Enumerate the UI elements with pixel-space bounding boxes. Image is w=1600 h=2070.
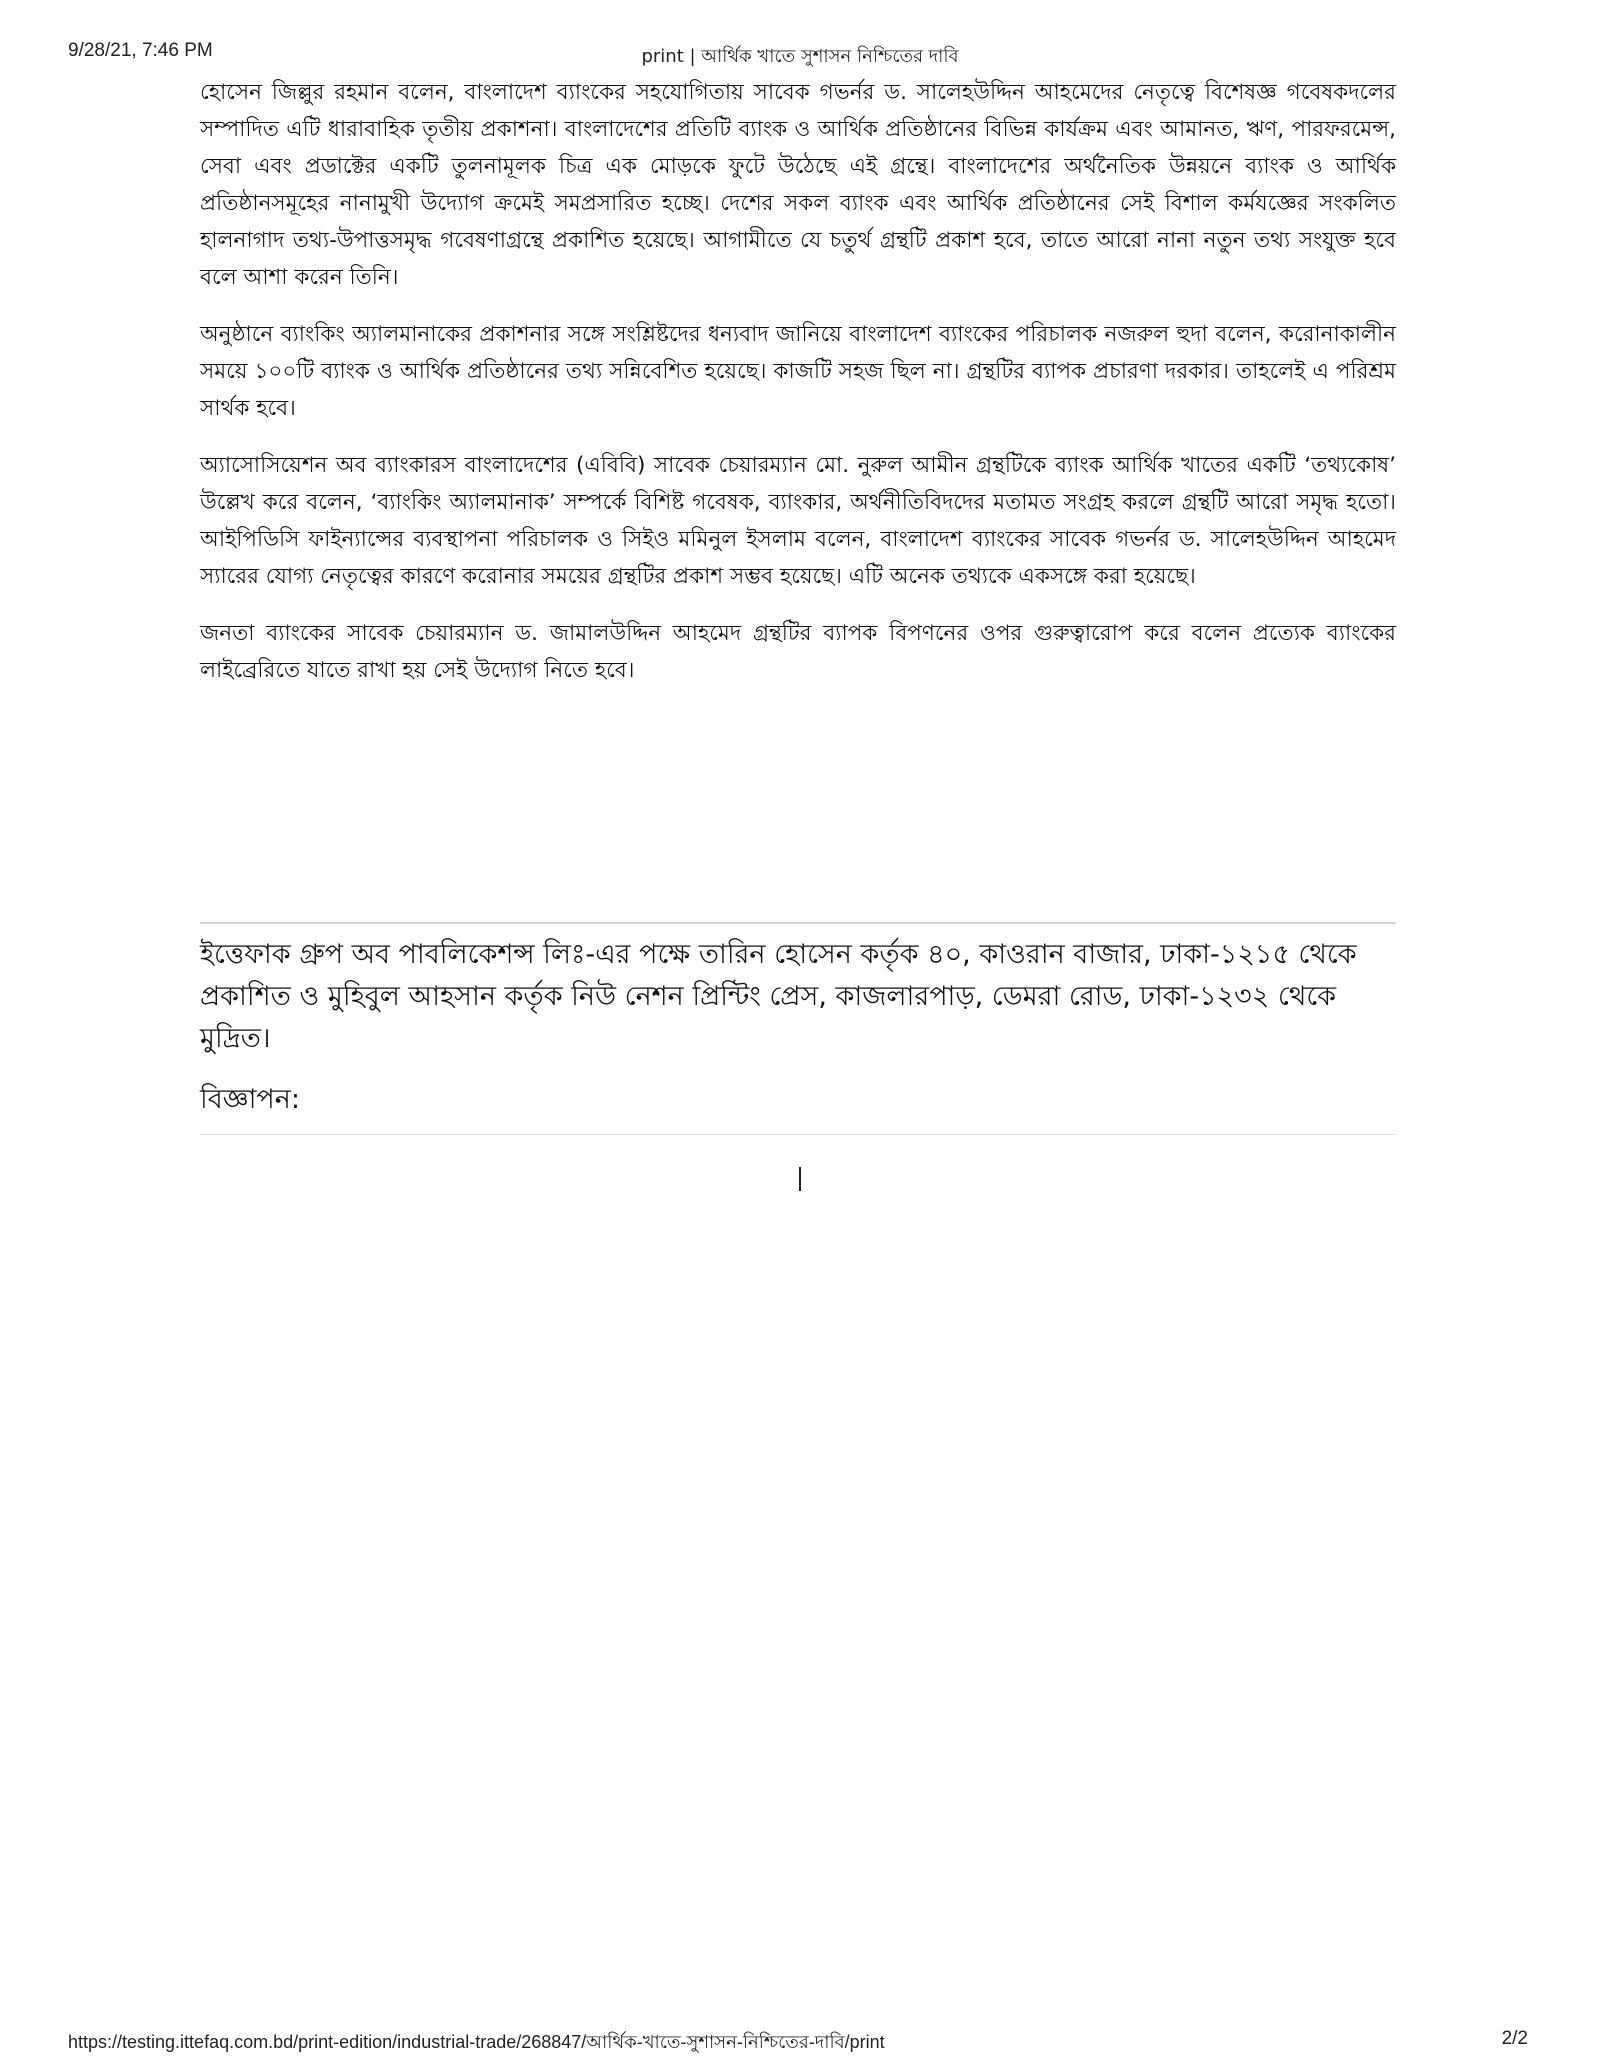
article-paragraph: হোসেন জিল্লুর রহমান বলেন, বাংলাদেশ ব্যাংকের সহযোগিতায় সাবেক গভর্নর ড. সালেহউদ্দিন আহমেদের নেতৃত্বে বিশেষজ্ঞ গবেষকদলের সম্পাদিত এটি ধারাবাহিক তৃতীয় প্রকাশনা। বাংলাদেশের প্রতিটি ব্যাংক ও আর্থিক প্রতিষ্ঠানের বিভিন্ন কার্যক্রম এবং আমানত, ঋণ, পারফরমেন্স, সেবা এবং প্রডাক্টের একটি তুলনামূলক চিত্র এক মোড়কে ফুটে উঠেছে এই গ্রন্থে। বাংলাদেশের অর্থনৈতিক উন্নয়নে ব্যাংক ও আর্থিক প্রতিষ্ঠানসমূহের নানামুখী উদ্যোগ ক্রমেই সমপ্রসারিত হচ্ছে। দেশের সকল ব্যাংক এবং আর্থিক প্রতিষ্ঠানের সেই বিশাল কর্মযজ্ঞের সংকলিত হালনাগাদ তথ্য-উপাত্তসমৃদ্ধ গবেষণাগ্রন্থে প্রকাশিত হয়েছে। আগামীতে যে চতুর্থ গ্রন্থটি প্রকাশ হবে, তাতে আরো নানা নতুন তথ্য সংযুক্ত হবে বলে আশা করেন তিনি। <box>200 80 1396 290</box>
article-paragraph: অ্যাসোসিয়েশন অব ব্যাংকারস বাংলাদেশের (এবিবি) সাবেক চেয়ারম্যান মো. নুরুল আমীন গ্রন্থটিকে ব্যাংক আর্থিক খাতের একটি ‘তথ্যকোষ’ উল্লেখ করে বলেন, ‘ব্যাংকিং অ্যালমানাক’ সম্পর্কে বিশিষ্ট গবেষক, ব্যাংকার, অর্থনীতিবিদদের মতামত সংগ্রহ করলে গ্রন্থটি আরো সমৃদ্ধ হতো। আইপিডিসি ফাইন্যান্সের ব্যবস্থাপনা পরিচালক ও সিইও মমিনুল ইসলাম বলেন, বাংলাদেশ ব্যাংকের সাবেক গভর্নর ড. সালেহউদ্দিন আহমেদ স্যারের যোগ্য নেতৃত্বের কারণে করোনার সময়ের গ্রন্থটির প্রকাশ সম্ভব হয়েছে। এটি অনেক তথ্যকে একসঙ্গে করা হয়েছে। <box>200 453 1396 589</box>
article-body <box>200 74 1396 709</box>
print-footer-page-number: 2/2 <box>1501 2028 1528 2049</box>
article-paragraph: অনুষ্ঠানে ব্যাংকিং অ্যালমানাকের প্রকাশনার সঙ্গে সংশ্লিষ্টদের ধন্যবাদ জানিয়ে বাংলাদেশ ব্যাংকের পরিচালক নজরুল হুদা বলেন, করোনাকালীন সময়ে ১০০টি ব্যাংক ও আর্থিক প্রতিষ্ঠানের তথ্য সন্নিবেশিত হয়েছে। কাজটি সহজ ছিল না। গ্রন্থটির ব্যাপক প্রচারণা দরকার। তাহলেই এ পরিশ্রম সার্থক হবে। <box>200 322 1396 421</box>
article-paragraph: জনতা ব্যাংকের সাবেক চেয়ারম্যান ড. জামালউদ্দিন আহমেদ গ্রন্থটির ব্যাপক বিপণনের ওপর গুরুত্বারোপ করে বলেন প্রত্যেক ব্যাংকের লাইব্রেরিতে যাতে রাখা হয় সেই উদ্যোগ নিতে হবে। <box>200 621 1396 683</box>
vertical-bar-mark <box>799 1167 801 1191</box>
section-divider <box>200 922 1396 924</box>
print-header-date: 9/28/21, 7:46 PM <box>68 40 213 61</box>
print-header-title: print | আর্থিক খাতে সুশাসন নিশ্চিতের দাবি <box>641 46 959 67</box>
advertisement-label: বিজ্ঞাপন: <box>200 1084 300 1115</box>
advertisement-divider <box>200 1134 1396 1135</box>
publisher-imprint: ইত্তেফাক গ্রুপ অব পাবলিকেশন্স লিঃ-এর পক্ষে তারিন হোসেন কর্তৃক ৪০, কাওরান বাজার, ঢাকা-১২১৫ থেকে প্রকাশিত ও মুহিবুল আহসান কর্তৃক নিউ নেশন প্রিন্টিং প্রেস, কাজলারপাড়, ডেমরা রোড, ঢাকা-১২৩২ থেকে মুদ্রিত। <box>200 939 1357 1054</box>
print-footer-url: https://testing.ittefaq.com.bd/print-edition/industrial-trade/268847/আর্থিক-খাতে-সুশাসন-নিশ্চিতের-দাবি/print <box>68 2032 885 2052</box>
